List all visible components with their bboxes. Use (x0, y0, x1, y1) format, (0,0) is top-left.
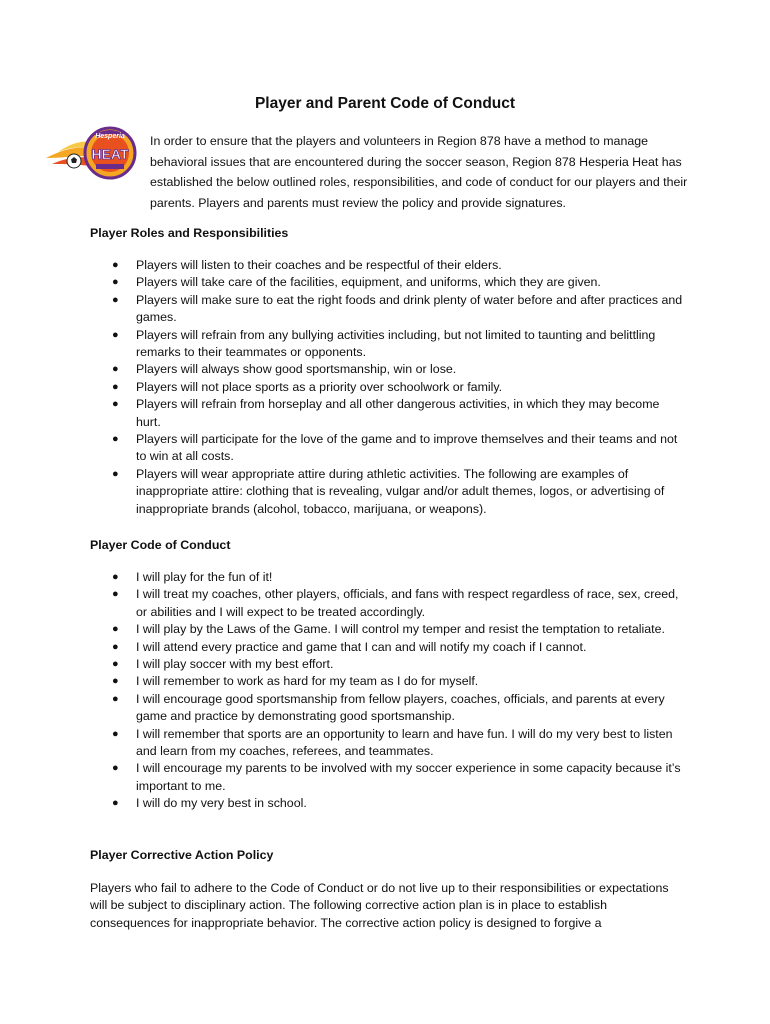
svg-text:HEAT: HEAT (91, 146, 129, 162)
bullet-icon: ● (112, 276, 119, 289)
svg-text:Hesperia: Hesperia (95, 133, 125, 140)
corrective-paragraph: Players who fail to adhere to the Code of Conduct or do not live up to their responsibilities or expectations will be subject to disciplinary action. The following corrective action plan is in place to establish consequences for inappropriate behavior. The corrective action policy is designed to forgive a (90, 881, 669, 930)
list-item (112, 691, 687, 726)
bullet-icon: ● (112, 588, 119, 601)
bullet-icon: ● (112, 727, 119, 740)
bullet-icon: ● (112, 623, 119, 636)
list-item (112, 586, 687, 621)
bullet-icon: ● (112, 692, 119, 705)
conduct-list (112, 569, 687, 813)
list-item-text: I will encourage good sportsmanship from fellow players, coaches, officials, and parents at every game and practice by demonstrating good sportsmanship. (136, 691, 665, 724)
list-item-text: Players will wear appropriate attire during athletic activities. The following are examples of inappropriate attire: clothing that is revealing, vulgar and/or adult themes, logos, or advertising of inappropriate brands (alcohol, tobacco, marijuana, or weapons). (136, 466, 665, 516)
list-item-text: Players will participate for the love of the game and to improve themselves and their teams and not to win at all costs. (136, 432, 678, 464)
bullet-icon: ● (112, 293, 119, 306)
list-item (112, 760, 687, 795)
bullet-icon: ● (112, 640, 119, 653)
list-item-text: I will play soccer with my best effort. (136, 657, 334, 672)
page-title: Player and Parent Code of Conduct (254, 95, 516, 112)
list-item (112, 396, 687, 431)
list-item (112, 274, 687, 291)
list-item (112, 466, 687, 518)
bullet-icon: ● (112, 797, 119, 810)
list-item (112, 673, 687, 690)
list-item-text: I will remember that sports are an opportunity to learn and have fun. I will do my very best to listen and learn from my coaches, referees, and teammates. (136, 726, 673, 759)
list-item (112, 726, 687, 761)
list-item-text: Players will listen to their coaches and be respectful of their elders. (136, 258, 502, 272)
list-item (112, 569, 687, 586)
list-item-text: I will attend every practice and game that I can and will notify my coach if I cannot. (136, 639, 587, 654)
list-item (112, 327, 687, 362)
list-item-text: Players will refrain from horseplay and all other dangerous activities, in which they may become hurt. (136, 397, 660, 429)
list-item-text: Players will refrain from any bullying activities including, but not limited to taunting and belittling remarks to their teammates or opponents. (136, 327, 656, 360)
list-item-text: Players will not place sports as a priority over schoolwork or family. (136, 379, 503, 394)
corrective-heading: Player Corrective Action Policy (90, 848, 274, 862)
bullet-icon: ● (112, 259, 119, 271)
list-item (112, 656, 687, 673)
bullet-icon: ● (112, 675, 119, 688)
roles-list (112, 257, 687, 518)
bullet-icon: ● (112, 433, 119, 446)
list-item-text: I will do my very best in school. (136, 796, 307, 811)
intro-paragraph: In order to ensure that the players and volunteers in Region 878 have a method to manage behavioral issues that are encountered during the soccer season, Region 878 Hesperia Heat has established the below outlined roles, responsibilities, and code of conduct for our players and their parents. Players and parents must review the policy and provide signatures. (150, 134, 688, 210)
list-item (112, 379, 687, 396)
bullet-icon: ● (112, 658, 119, 671)
list-item (112, 639, 687, 656)
bullet-icon: ● (112, 398, 119, 411)
list-item (112, 795, 687, 812)
list-item-text: Players will make sure to eat the right foods and drink plenty of water before and after practices and games. (136, 292, 683, 325)
list-item (112, 621, 687, 638)
roles-heading: Player Roles and Responsibilities (90, 226, 289, 240)
bullet-icon: ● (112, 762, 119, 775)
bullet-icon: ● (112, 380, 119, 393)
bullet-icon: ● (112, 328, 119, 341)
list-item-text: I will encourage my parents to be involved with my soccer experience in some capacity because it’s important to me. (136, 761, 681, 793)
bullet-icon: ● (112, 363, 119, 376)
bullet-icon: ● (112, 467, 119, 480)
list-item-text: Players will always show good sportsmanship, win or lose. (136, 362, 457, 377)
conduct-heading: Player Code of Conduct (90, 538, 231, 552)
list-item-text: I will treat my coaches, other players, officials, and fans with respect regardless of race, sex, creed, or abilities and I will expect to be treated accordingly. (136, 587, 679, 619)
list-item-text: I will remember to work as hard for my team as I do for myself. (136, 674, 479, 689)
bullet-icon: ● (112, 571, 119, 583)
list-item-text: I will play for the fun of it! (136, 570, 273, 584)
hesperia-heat-logo (44, 126, 140, 180)
list-item (112, 257, 687, 274)
list-item-text: Players will take care of the facilities, equipment, and uniforms, which they are given. (136, 275, 601, 290)
list-item (112, 431, 687, 466)
list-item-text: I will play by the Laws of the Game. I will control my temper and resist the temptation to retaliate. (136, 622, 665, 637)
list-item (112, 361, 687, 378)
list-item (112, 292, 687, 327)
